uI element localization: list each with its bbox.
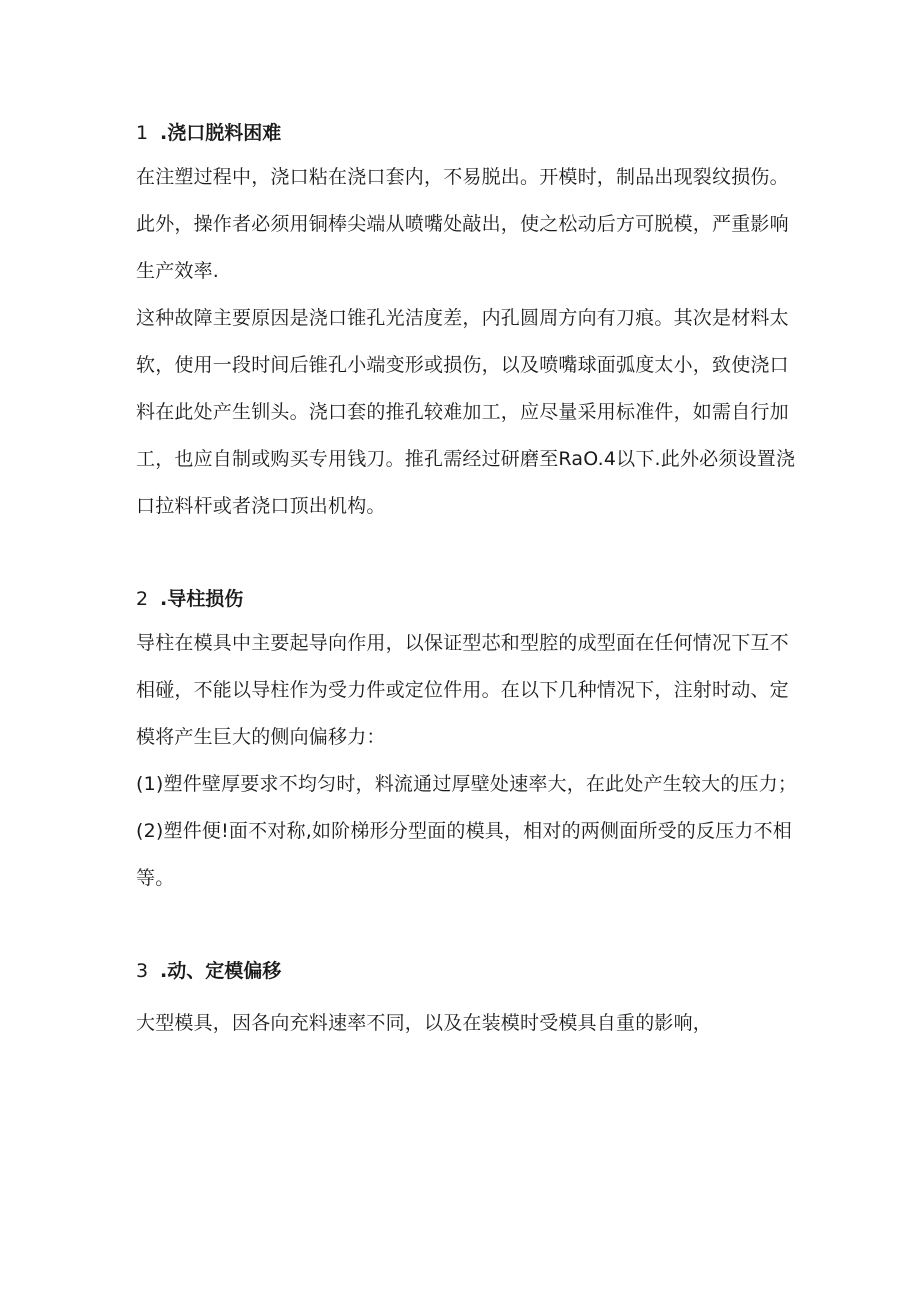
document-content: [136, 112, 800, 1047]
section-spacer: [136, 530, 800, 578]
section-number: 3: [136, 960, 149, 982]
section-heading-3: [136, 950, 800, 992]
section-spacer: [136, 992, 800, 1000]
paragraph: (2)塑件便!面不对称,如阶梯形分型面的模具，相对的两侧面所受的反压力不相等。: [136, 820, 792, 889]
paragraph: 大型模具，因各向充料速率不同，以及在装模时受模具自重的影响，: [136, 1012, 713, 1034]
section-spacer: [136, 902, 800, 950]
paragraph: 在注塑过程中，浇口粘在浇口套内，不易脱出。开模时，制品出现裂纹损伤。此外，操作者必须用铜棒尖端从喷嘴处敲出，使之松动后方可脱模，严重影响生产效率.: [136, 166, 789, 282]
section-title: .导柱损伤: [160, 588, 244, 610]
section-title: .浇口脱料困难: [160, 122, 282, 144]
section-heading-2: [136, 578, 800, 620]
section-heading-1: [136, 112, 800, 154]
paragraph: 导柱在模具中主要起导向作用，以保证型芯和型腔的成型面在任何情况下互不相碰，不能以导柱作为受力件或定位件用。在以下几种情况下，注射时动、定模将产生巨大的侧向偏移力：: [136, 632, 789, 748]
paragraph: 这种故障主要原因是浇口锥孔光洁度差，内孔圆周方向有刀痕。其次是材料太软，使用一段时间后锥孔小端变形或损伤，以及喷嘴球面弧度太小，致使浇口料在此处产生钏头。浇口套的推孔较难加工，应尽量采用标准件，如需自行加工，也应自制或购买专用钱刀。推孔需经过研磨至RaO.4以下.此外必须设置浇口拉料杆或者浇口顶出机构。: [136, 307, 796, 517]
section-number: 2: [136, 588, 149, 610]
paragraph: (1)塑件壁厚要求不均匀时，料流通过厚壁处速率大，在此处产生较大的压力；: [136, 773, 798, 795]
section-title: .动、定模偏移: [160, 960, 282, 982]
section-number: 1: [136, 122, 149, 144]
